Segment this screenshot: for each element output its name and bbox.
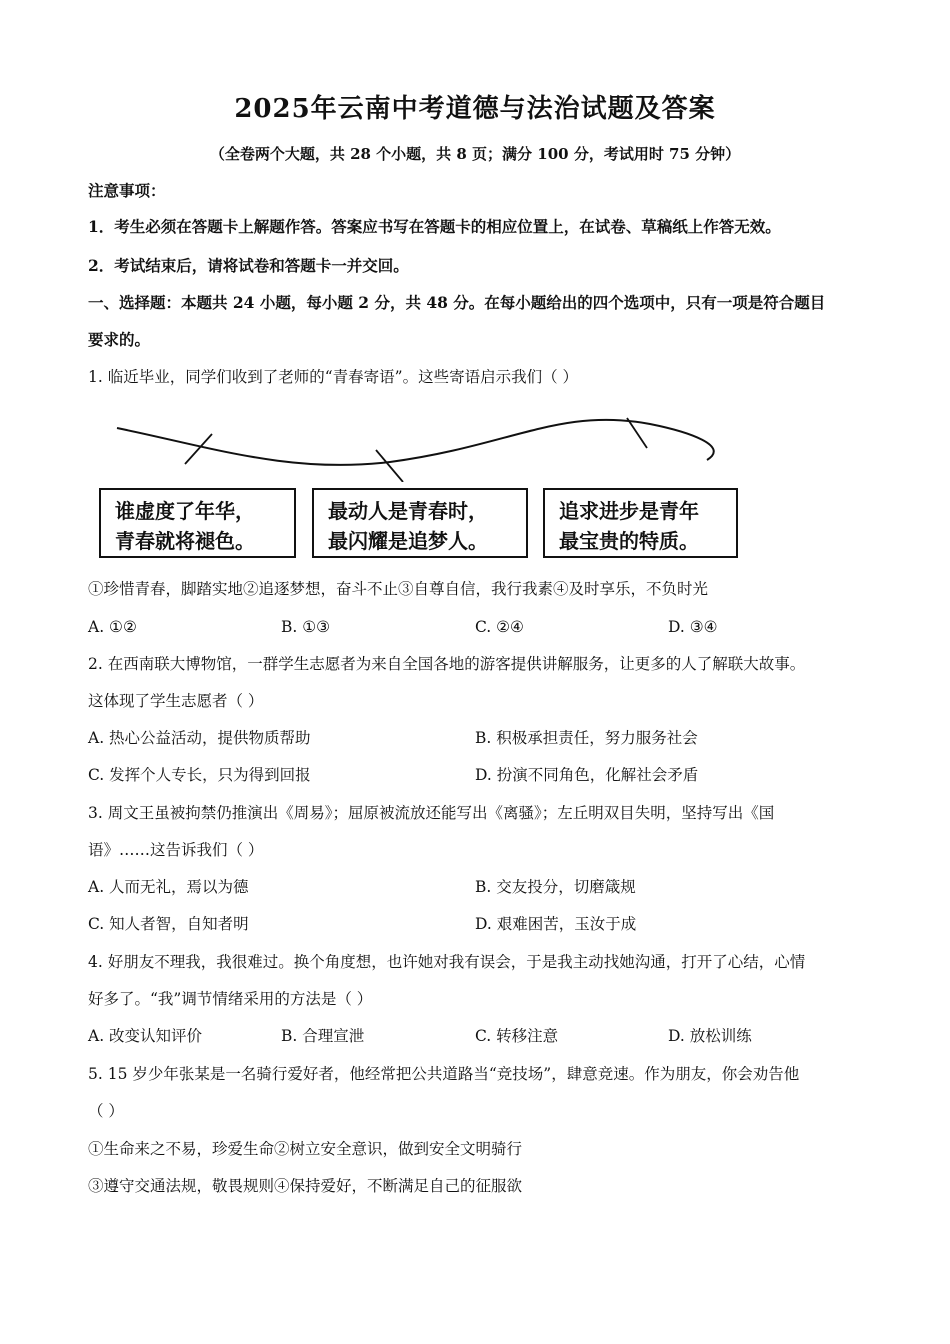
card-1-line-1: 谁虚度了年华，: [115, 499, 255, 523]
card-2-line-2: 最闪耀是追梦人。: [328, 529, 488, 553]
question-4-option-d[interactable]: D. 放松训练: [668, 1027, 752, 1045]
question-3-option-b[interactable]: B. 交友投分，切磨箴规: [475, 878, 636, 896]
thread-tag-2: [376, 450, 403, 482]
card-1: [99, 488, 296, 558]
section-heading-line-2: 要求的。: [88, 330, 151, 349]
question-4-option-b[interactable]: B. 合理宣泄: [281, 1027, 365, 1045]
thread-line: [117, 420, 714, 465]
card-3: [543, 488, 738, 558]
question-1-figure: [90, 412, 750, 572]
card-3-line-2: 最宝贵的特质。: [559, 529, 699, 553]
question-1-stem: 1. 临近毕业，同学们收到了老师的“青春寄语”。这些寄语启示我们（ ）: [88, 368, 578, 386]
question-3-option-d[interactable]: D. 艰难困苦，玉汝于成: [475, 915, 637, 933]
question-3-option-a[interactable]: A. 人而无礼，焉以为德: [88, 878, 249, 896]
question-4-option-a[interactable]: A. 改变认知评价: [88, 1027, 203, 1045]
notice-heading: 注意事项：: [88, 181, 166, 200]
card-2: [312, 488, 528, 558]
exam-info: （全卷两个大题，共 28 个小题，共 8 页；满分 100 分，考试用时 75 分钟）: [209, 145, 741, 163]
page-title: 2025年云南中考道德与法治试题及答案: [234, 94, 716, 124]
question-1-option-d[interactable]: D. ③④: [668, 618, 718, 636]
question-2-option-c[interactable]: C. 发挥个人专长，只为得到回报: [88, 766, 311, 784]
question-2-stem-line-1: 2. 在西南联大博物馆，一群学生志愿者为来自全国各地的游客提供讲解服务，让更多的人了解联大故事。: [88, 655, 806, 673]
question-1-option-b[interactable]: B. ①③: [281, 618, 331, 636]
card-2-line-1: 最动人是青春时，: [328, 499, 488, 523]
question-3-option-c[interactable]: C. 知人者智，自知者明: [88, 915, 249, 933]
section-heading-line-1: 一、选择题：本题共 24 小题，每小题 2 分，共 48 分。在每小题给出的四个选项中，只有一项是符合题目: [88, 293, 826, 312]
question-5-statement-2: ③遵守交通法规，敬畏规则④保持爱好，不断满足自己的征服欲: [88, 1177, 523, 1195]
thread-illustration: [90, 412, 750, 482]
card-1-line-2: 青春就将褪色。: [115, 529, 255, 553]
question-2-option-a[interactable]: A. 热心公益活动，提供物质帮助: [88, 729, 311, 747]
card-3-line-1: 追求进步是青年: [559, 499, 699, 523]
question-5-stem-line-1: 5. 15 岁少年张某是一名骑行爱好者，他经常把公共道路当“竞技场”，肆意竞速。作为朋友，你会劝告他: [88, 1065, 800, 1083]
question-4-stem-line-1: 4. 好朋友不理我，我很难过。换个角度想，也许她对我有误会，于是我主动找她沟通，打开了心结，心情: [88, 953, 806, 971]
question-4-stem-line-2: 好多了。“我”调节情绪采用的方法是（ ）: [88, 990, 373, 1008]
question-1-statements: ①珍惜青春，脚踏实地②追逐梦想，奋斗不止③自尊自信，我行我素④及时享乐，不负时光: [88, 580, 709, 598]
question-2-option-b[interactable]: B. 积极承担责任，努力服务社会: [475, 729, 698, 747]
question-2-option-d[interactable]: D. 扮演不同角色，化解社会矛盾: [475, 766, 699, 784]
question-3-stem-line-2: 语》……这告诉我们（ ）: [88, 841, 264, 859]
question-5-statement-1: ①生命来之不易，珍爱生命②树立安全意识，做到安全文明骑行: [88, 1140, 523, 1158]
notice-item-1: 1．考生必须在答题卡上解题作答。答案应书写在答题卡的相应位置上，在试卷、草稿纸上作答无效。: [88, 217, 781, 236]
notice-item-2: 2．考试结束后，请将试卷和答题卡一并交回。: [88, 256, 409, 275]
question-1-option-c[interactable]: C. ②④: [475, 618, 524, 636]
question-1-option-a[interactable]: A. ①②: [88, 618, 137, 636]
question-5-stem-line-2: （ ）: [88, 1102, 124, 1120]
question-2-stem-line-2: 这体现了学生志愿者（ ）: [88, 692, 264, 710]
question-3-stem-line-1: 3. 周文王虽被拘禁仍推演出《周易》；屈原被流放还能写出《离骚》；左丘明双目失明，坚持写出《国: [88, 804, 775, 822]
question-4-option-c[interactable]: C. 转移注意: [475, 1027, 559, 1045]
